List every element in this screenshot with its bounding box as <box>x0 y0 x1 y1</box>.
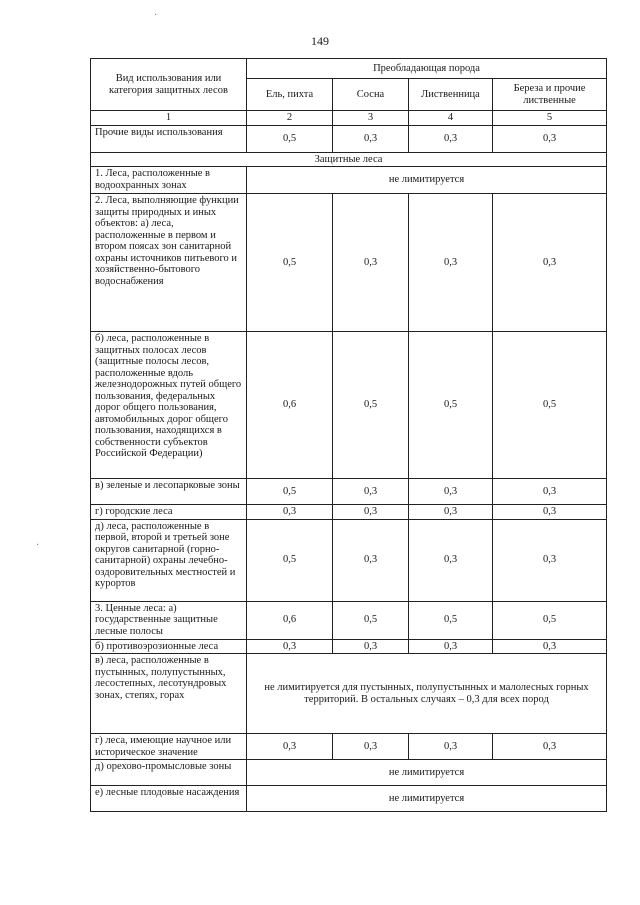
table-row <box>91 760 607 786</box>
not-limited-cell: не лимитируется <box>247 760 607 786</box>
value-cell: 0,3 <box>493 734 607 760</box>
row-category: б) противоэрозионные леса <box>91 639 247 654</box>
scan-speck: · <box>154 10 158 21</box>
value-cell: 0,3 <box>333 125 409 152</box>
value-cell: 0,5 <box>409 601 493 639</box>
value-cell: 0,3 <box>409 479 493 505</box>
row-category: е) лесные плодовые насаждения <box>91 786 247 812</box>
value-cell: 0,5 <box>247 519 333 601</box>
table-row <box>91 505 607 520</box>
value-cell: 0,3 <box>247 639 333 654</box>
value-cell: 0,3 <box>247 734 333 760</box>
table-row <box>91 786 607 812</box>
value-cell: 0,3 <box>409 639 493 654</box>
column-number: 3 <box>333 111 409 126</box>
table-row <box>91 601 607 639</box>
header-species-spruce: Ель, пихта <box>247 79 333 111</box>
row-category: д) леса, расположенные в первой, второй и третьей зоне округов санитарной (горно-санитарной) охраны лечебно-оздоровительных местностей и курортов <box>91 519 247 601</box>
value-cell: 0,5 <box>247 479 333 505</box>
table-row <box>91 479 607 505</box>
header-species-pine: Сосна <box>333 79 409 111</box>
row-category: г) леса, имеющие научное или историческое значение <box>91 734 247 760</box>
not-limited-cell: не лимитируется <box>247 167 607 194</box>
column-number: 2 <box>247 111 333 126</box>
value-cell: 0,3 <box>333 194 409 332</box>
value-cell: 0,3 <box>409 519 493 601</box>
value-cell: 0,3 <box>409 194 493 332</box>
row-category: в) леса, расположенные в пустынных, полупустынных, лесостепных, лесотундровых зонах, степях, горах <box>91 654 247 734</box>
row-category: 3. Ценные леса: а) государственные защитные лесные полосы <box>91 601 247 639</box>
value-cell: 0,3 <box>333 479 409 505</box>
column-number: 4 <box>409 111 493 126</box>
value-cell: 0,6 <box>247 332 333 479</box>
value-cell: 0,5 <box>493 601 607 639</box>
value-cell: 0,6 <box>247 601 333 639</box>
value-cell: 0,3 <box>333 734 409 760</box>
cutting-limits-table <box>90 58 607 812</box>
column-number: 5 <box>493 111 607 126</box>
value-cell: 0,3 <box>409 505 493 520</box>
value-cell: 0,3 <box>409 734 493 760</box>
scan-speck: · <box>36 540 40 551</box>
value-cell: 0,3 <box>493 519 607 601</box>
column-number: 1 <box>91 111 247 126</box>
section-heading: Защитные леса <box>91 152 607 167</box>
table-row <box>91 194 607 332</box>
header-species-birch: Береза и прочие лиственные <box>493 79 607 111</box>
row-category: 2. Леса, выполняющие функции защиты природных и иных объектов: а) леса, расположенные в первом и втором поясах зон санитарной охраны источников питьевого и хозяйственно-бытового водоснабжения <box>91 194 247 332</box>
row-category: д) орехово-промысловые зоны <box>91 760 247 786</box>
row-category: 1. Леса, расположенные в водоохранных зонах <box>91 167 247 194</box>
value-cell: 0,3 <box>493 639 607 654</box>
value-cell: 0,3 <box>409 125 493 152</box>
value-cell: 0,3 <box>333 639 409 654</box>
value-cell: 0,5 <box>247 194 333 332</box>
value-cell: 0,5 <box>247 125 333 152</box>
value-cell: 0,5 <box>409 332 493 479</box>
table-row <box>91 654 607 734</box>
not-limited-cell: не лимитируется <box>247 786 607 812</box>
value-cell: 0,5 <box>333 601 409 639</box>
header-dominant-species: Преобладающая порода <box>247 59 607 79</box>
value-cell: 0,3 <box>333 505 409 520</box>
page-number: 149 <box>311 34 329 48</box>
table-row <box>91 639 607 654</box>
header-category-cell: Вид использования или категория защитных лесов <box>91 59 247 111</box>
header-species-larch: Лиственница <box>409 79 493 111</box>
value-cell: 0,3 <box>247 505 333 520</box>
value-cell: 0,3 <box>493 194 607 332</box>
row-category: Прочие виды использования <box>91 125 247 152</box>
row-category: г) городские леса <box>91 505 247 520</box>
table-row <box>91 519 607 601</box>
value-cell: 0,3 <box>493 505 607 520</box>
value-cell: 0,3 <box>333 519 409 601</box>
value-cell: 0,5 <box>493 332 607 479</box>
table-row <box>91 167 607 194</box>
table-row <box>91 125 607 152</box>
value-cell: 0,3 <box>493 125 607 152</box>
value-cell: 0,5 <box>333 332 409 479</box>
conditional-limit-cell: не лимитируется для пустынных, полупустынных и малолесных горных территорий. В остальных случаях – 0,3 для всех пород <box>247 654 607 734</box>
table-row <box>91 152 607 167</box>
value-cell: 0,3 <box>493 479 607 505</box>
row-category: б) леса, расположенные в защитных полосах лесов (защитные полосы лесов, расположенные вдоль железнодорожных путей общего пользования, федеральных дорог общего пользования, автомобильных дорог общего пользования, находящихся в собственности субъектов Российской Федерации) <box>91 332 247 479</box>
table-row <box>91 734 607 760</box>
table-row <box>91 332 607 479</box>
row-category: в) зеленые и лесопарковые зоны <box>91 479 247 505</box>
